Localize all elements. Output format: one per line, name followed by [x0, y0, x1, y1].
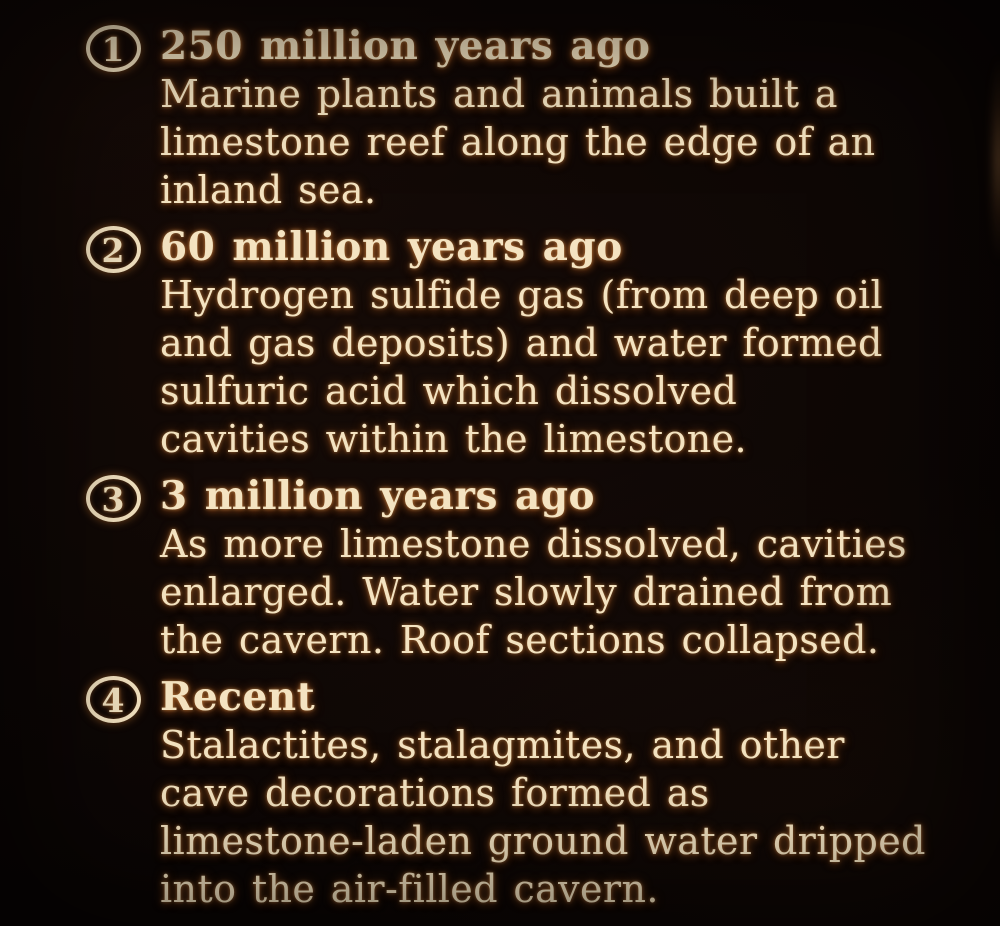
body-line: Hydrogen sulfide gas (from deep oil [160, 273, 884, 317]
circled-number-wrap [84, 673, 142, 723]
body-line: sulfuric acid which dissolved [160, 369, 738, 413]
body-line: Marine plants and animals built a [160, 72, 838, 116]
body-line: As more limestone dissolved, cavities [160, 522, 907, 566]
circled-number-wrap [84, 22, 142, 72]
section-body [160, 271, 883, 463]
body-line: Stalactites, stalagmites, and other [160, 723, 845, 767]
circled-number: 2 [86, 226, 141, 273]
circled-number: 4 [86, 676, 141, 723]
section-heading: 3 million years ago [160, 473, 596, 519]
body-line: inland sea. [160, 168, 377, 212]
timeline-section [0, 22, 1000, 214]
body-line: into the air-filled cavern. [160, 867, 659, 911]
body-line: the cavern. Roof sections collapsed. [160, 618, 880, 662]
timeline-section [0, 223, 1000, 463]
section-content [160, 673, 926, 913]
section-content [160, 22, 876, 214]
section-content [160, 223, 883, 463]
circled-number-wrap [84, 223, 142, 273]
section-heading: Recent [160, 674, 316, 720]
section-heading: 250 million years ago [160, 23, 651, 69]
section-body [160, 70, 876, 214]
timeline-section [0, 673, 1000, 913]
body-line: enlarged. Water slowly drained from [160, 570, 893, 614]
body-line: and gas deposits) and water formed [160, 321, 883, 365]
circled-number: 1 [86, 25, 141, 72]
section-heading: 60 million years ago [160, 224, 623, 270]
body-line: cave decorations formed as [160, 771, 710, 815]
section-content [160, 472, 907, 664]
body-line: cavities within the limestone. [160, 417, 748, 461]
body-line: limestone-laden ground water dripped [160, 819, 926, 863]
timeline-section [0, 472, 1000, 664]
circled-number: 3 [86, 475, 141, 522]
section-body [160, 520, 907, 664]
cave-formation-timeline [0, 22, 1000, 913]
section-body [160, 721, 926, 913]
body-line: limestone reef along the edge of an [160, 120, 876, 164]
circled-number-wrap [84, 472, 142, 522]
